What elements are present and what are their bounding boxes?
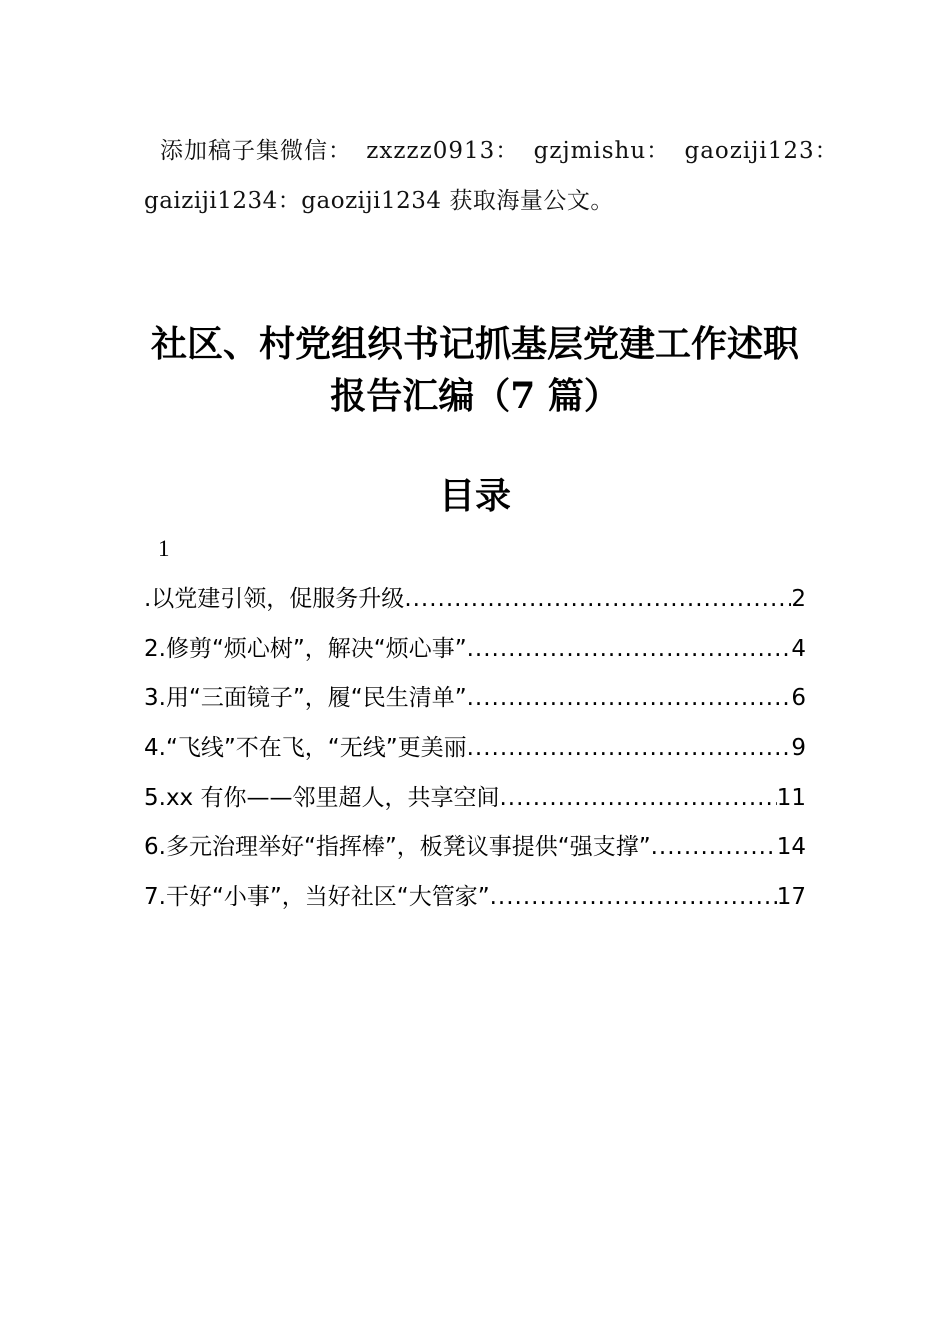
- toc-entry-4[interactable]: [144, 724, 806, 774]
- toc-dot-leader: [467, 724, 792, 772]
- toc-entry-3[interactable]: [144, 674, 806, 724]
- toc-entry-page: 9: [791, 735, 806, 762]
- toc-entry-page: 6: [791, 685, 806, 712]
- toc-entry-title: 2.修剪“烦心树”，解决“烦心事”: [144, 635, 467, 662]
- toc-dot-leader: [467, 674, 792, 722]
- toc-entry-5[interactable]: [144, 774, 806, 824]
- toc-dot-leader: [467, 625, 792, 673]
- toc-entry-6[interactable]: [144, 823, 806, 873]
- wechat-notice-line-1: 添加稿子集微信： zxzzz0913： gzjmishu： gaoziji123：: [160, 138, 839, 164]
- document-title-line-1: 社区、村党组织书记抓基层党建工作述职: [150, 323, 799, 365]
- toc-entry-page: 17: [776, 884, 806, 911]
- toc-entry-title: 5.xx 有你——邻里超人，共享空间: [144, 784, 500, 811]
- toc-entry-page: 11: [776, 784, 806, 811]
- table-of-contents: [144, 575, 806, 923]
- document-title-line-2: 报告汇编（7 篇）: [330, 375, 620, 417]
- toc-dot-leader: [499, 774, 776, 822]
- toc-dot-leader: [404, 575, 791, 623]
- toc-dot-leader: [490, 873, 777, 921]
- toc-entry-page: 2: [791, 586, 806, 612]
- toc-entry-title: 6.多元治理举好“指挥棒”，板凳议事提供“强支撑”: [144, 834, 651, 861]
- toc-entry-title: 4.“飞线”不在飞，“无线”更美丽: [144, 735, 467, 762]
- toc-entry-page: 4: [791, 635, 806, 662]
- toc-entry-2[interactable]: [144, 625, 806, 675]
- toc-dot-leader: [651, 823, 777, 871]
- toc-entry-title: 7.干好“小事”，当好社区“大管家”: [144, 884, 490, 911]
- toc-entry-title: 3.用“三面镜子”，履“民生清单”: [144, 685, 467, 712]
- toc-entry-1[interactable]: [144, 575, 806, 625]
- toc-entry-title: .以党建引领，促服务升级: [144, 586, 405, 612]
- toc-entry-7[interactable]: [144, 873, 806, 923]
- document-title: [120, 318, 830, 422]
- toc-entry-page: 14: [776, 834, 806, 861]
- toc-heading: 目录: [438, 475, 511, 517]
- toc-stub-number: 1: [158, 536, 170, 561]
- wechat-notice-line-2: gaiziji1234：gaoziji1234 获取海量公文。: [144, 188, 614, 214]
